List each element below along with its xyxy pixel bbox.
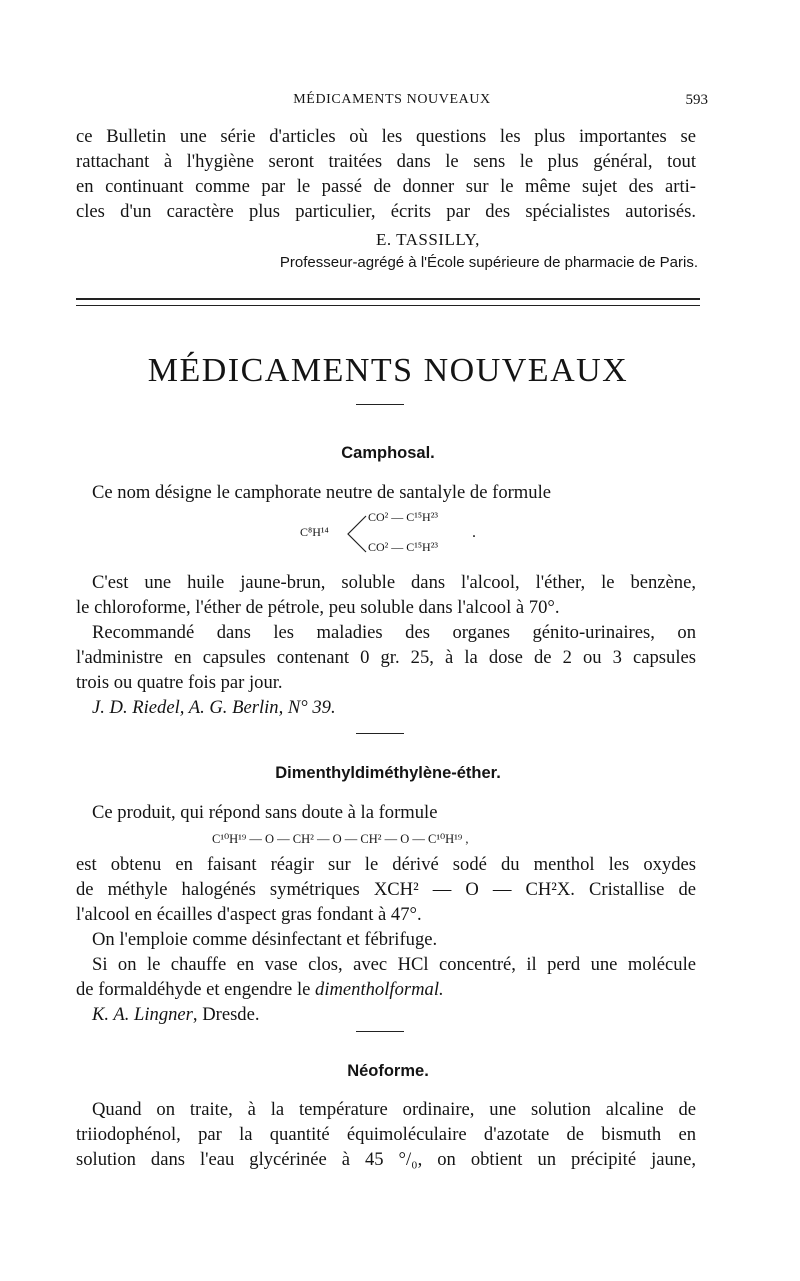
formula-brace-icon bbox=[344, 514, 370, 554]
formula-period: . bbox=[472, 524, 476, 541]
text-line: l'alcool en écailles d'aspect gras fondant à 47°. bbox=[76, 904, 422, 925]
running-title: MÉDICAMENTS NOUVEAUX bbox=[293, 92, 491, 107]
article-heading-neoforme: Néoforme. bbox=[347, 1062, 429, 1080]
dimenthyl-intro bbox=[92, 800, 696, 825]
page-number: 593 bbox=[685, 92, 708, 108]
section-title: MÉDICAMENTS NOUVEAUX bbox=[147, 352, 629, 389]
text-line: C'est une huile jaune-brun, soluble dans l'alcool, l'éther, le benzène, bbox=[92, 572, 696, 593]
article-heading-camphosal: Camphosal. bbox=[341, 444, 435, 462]
article-heading-dimenthyl: Dimenthyldiméthylène-éther. bbox=[275, 764, 501, 782]
running-header bbox=[76, 92, 708, 112]
text-line: rattachant à l'hygiène seront traitées dans le sens le plus général, tout bbox=[76, 151, 696, 172]
text-line: Si on le chauffe en vase clos, avec HCl concentré, il perd une molécule bbox=[92, 954, 696, 975]
text-line: de méthyle halogénés symétriques XCH² — O — CH²X. Cristallise de bbox=[76, 879, 696, 900]
text-line bbox=[76, 977, 696, 1002]
article-separator bbox=[356, 1031, 404, 1032]
text-line: Ce produit, qui répond sans doute à la formule bbox=[92, 802, 438, 823]
source-citation bbox=[76, 1002, 696, 1027]
dimenthyl-description bbox=[76, 852, 696, 1027]
article-separator bbox=[356, 733, 404, 734]
text-line: solution dans l'eau glycérinée à 45 °/₀, on obtient un précipité jaune, bbox=[76, 1149, 696, 1170]
section-divider bbox=[76, 298, 700, 309]
italic-term: dimentholformal. bbox=[315, 979, 444, 1000]
camphosal-description bbox=[76, 570, 696, 720]
text-line: l'administre en capsules contenant 0 gr. 25, à la dose de 2 ou 3 capsules bbox=[76, 647, 696, 668]
source-citation: J. D. Riedel, A. G. Berlin, N° 39. bbox=[92, 697, 336, 718]
text-line: Quand on traite, à la température ordinaire, une solution alcaline de bbox=[92, 1099, 696, 1120]
text-line: trois ou quatre fois par jour. bbox=[76, 672, 283, 693]
divider-line bbox=[76, 305, 700, 306]
text-line: en continuant comme par le passé de donner sur le même sujet des arti- bbox=[76, 176, 696, 197]
camphosal-formula bbox=[300, 510, 500, 560]
text-line: Recommandé dans les maladies des organes génito-urinaires, on bbox=[92, 622, 696, 643]
signature-title: Professeur-agrégé à l'École supérieure de pharmacie de Paris. bbox=[279, 254, 698, 271]
dimenthyl-formula: C¹⁰H¹⁹ — O — CH² — O — CH² — O — C¹⁰H¹⁹ , bbox=[212, 832, 469, 846]
text-line: triiodophénol, par la quantité équimoléculaire d'azotate de bismuth en bbox=[76, 1124, 696, 1145]
text-line: est obtenu en faisant réagir sur le dérivé sodé du menthol les oxydes bbox=[76, 854, 696, 875]
text-line: le chloroforme, l'éther de pétrole, peu soluble dans l'alcool à 70°. bbox=[76, 597, 560, 618]
text-line: Ce nom désigne le camphorate neutre de santalyle de formule bbox=[92, 482, 551, 503]
text-line: On l'emploie comme désinfectant et fébrifuge. bbox=[92, 929, 438, 950]
formula-radical: C⁸H¹⁴ bbox=[300, 525, 329, 539]
text-line: ce Bulletin une série d'articles où les questions les plus importantes se bbox=[76, 126, 696, 147]
source-place: , Dresde. bbox=[192, 1004, 260, 1025]
source-author: K. A. Lingner bbox=[92, 1004, 193, 1025]
signature-name: E. TASSILLY, bbox=[376, 230, 480, 249]
camphosal-intro bbox=[92, 480, 696, 505]
text-line: cles d'un caractère plus particulier, écrits par des spécialistes autorisés. bbox=[76, 201, 696, 222]
title-rule bbox=[356, 404, 404, 405]
text-segment: de formaldéhyde et engendre le bbox=[76, 979, 316, 1000]
intro-paragraph bbox=[76, 124, 696, 224]
formula-top-branch: CO² — C¹⁵H²³ bbox=[368, 510, 438, 524]
divider-line bbox=[76, 298, 700, 300]
formula-bottom-branch: CO² — C¹⁵H²³ bbox=[368, 540, 438, 554]
neoforme-paragraph bbox=[76, 1097, 696, 1172]
